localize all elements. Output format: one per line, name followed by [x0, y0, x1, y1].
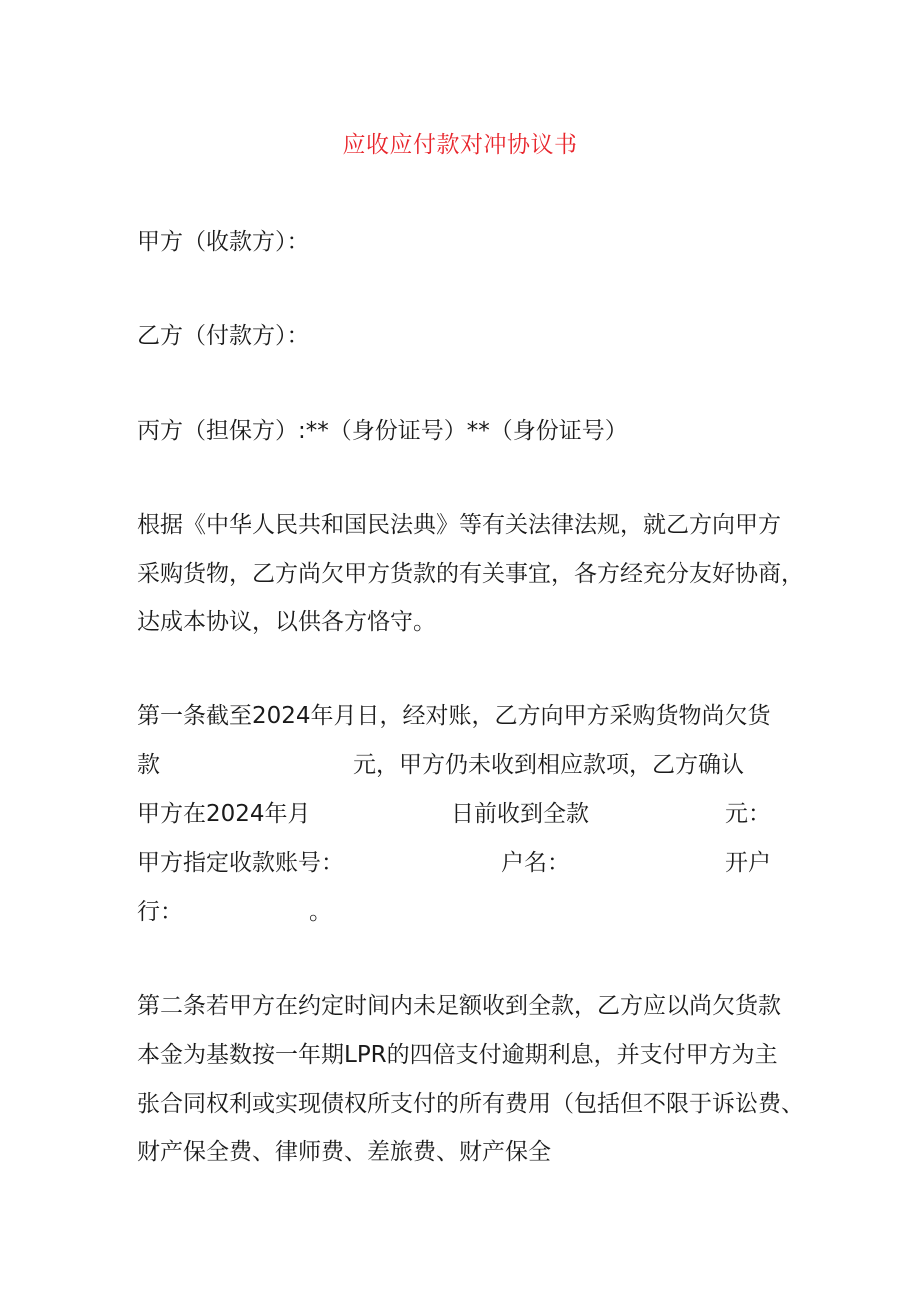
article2-line-1: 第二条若甲方在约定时间内未足额收到全款，乙方应以尚欠货款 — [137, 993, 781, 1019]
article1-line-2b: 元，甲方仍未收到相应款项，乙方确认 — [353, 752, 744, 778]
article2-line-2: 本金为基数按一年期LPR的四倍支付逾期利息，并支付甲方为主 — [137, 1042, 778, 1068]
article1-line-3b: 日前收到全款 — [451, 801, 589, 827]
party-a-line: 甲方（收款方）： — [137, 229, 310, 255]
preamble-line-3: 达成本协议，以供各方恪守。 — [137, 609, 436, 635]
preamble-line-2: 采购货物，乙方尚欠甲方货款的有关事宜，各方经充分友好协商， — [137, 561, 804, 587]
article1-line-2a: 款 — [137, 752, 160, 778]
article1-line-5b: 。 — [309, 899, 332, 925]
article1-line-3a: 甲方在2024年月 — [137, 801, 311, 827]
party-c-line: 丙方（担保方）:**（身份证号）**（身份证号） — [137, 418, 628, 444]
article1-line-4b: 户名： — [501, 850, 570, 876]
document-title: 应收应付款对冲协议书 — [342, 132, 578, 158]
article1-line-1: 第一条截至2024年月日，经对账，乙方向甲方采购货物尚欠货 — [137, 703, 771, 729]
preamble-line-1: 根据《中华人民共和国民法典》等有关法律法规，就乙方向甲方 — [137, 512, 781, 538]
article2-line-4: 财产保全费、律师费、差旅费、财产保全 — [137, 1139, 551, 1165]
article2-line-3: 张合同权利或实现债权所支付的所有费用（包括但不限于诉讼费、 — [137, 1091, 804, 1117]
article1-line-4a: 甲方指定收款账号： — [137, 850, 344, 876]
article1-line-3c: 元： — [725, 801, 771, 827]
party-b-line: 乙方（付款方）： — [137, 323, 310, 349]
article1-line-4c: 开户 — [725, 850, 771, 876]
article1-line-5a: 行： — [137, 899, 183, 925]
